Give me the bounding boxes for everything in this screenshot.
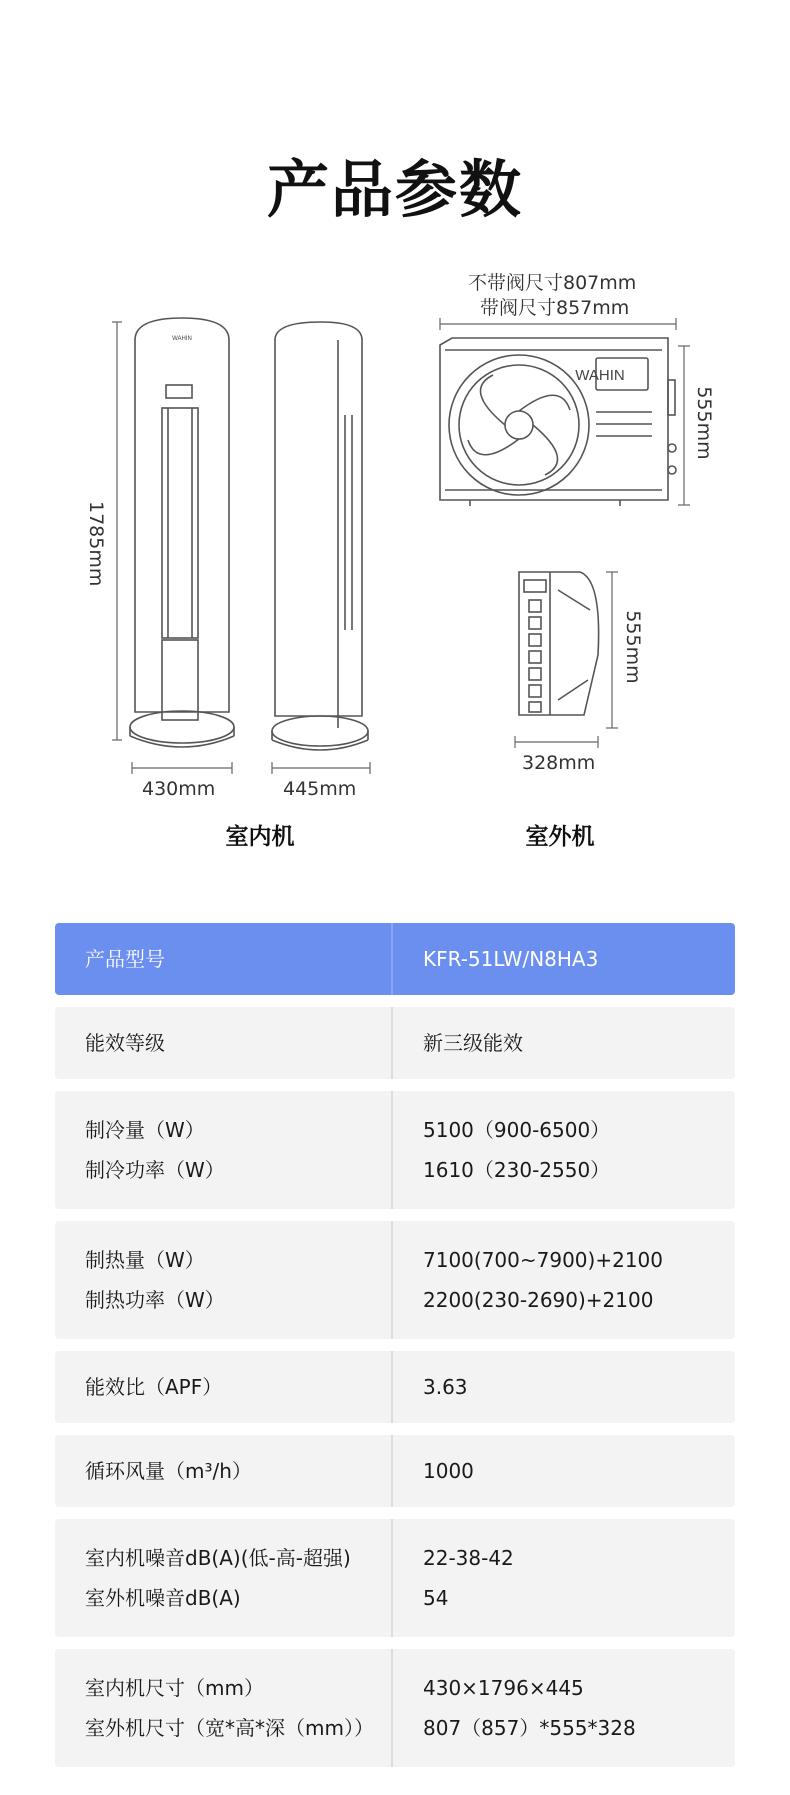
outdoor-unit-front-drawing <box>440 338 676 506</box>
spec-value-cell <box>393 1091 735 1209</box>
outdoor-width-no-valve-label: 不带阀尺寸807mm <box>468 272 637 294</box>
spec-value: 1000 <box>423 1459 474 1483</box>
spec-value-cell <box>393 1007 735 1079</box>
spec-label-cell <box>55 1351 393 1423</box>
spec-row-dimensions <box>55 1649 735 1767</box>
spec-label: 室内机噪音dB(A)(低-高-超强) <box>85 1546 351 1570</box>
spec-table <box>55 923 735 1779</box>
spec-value: 1610（230-2550） <box>423 1158 611 1182</box>
spec-value-cell <box>393 1221 735 1339</box>
spec-label-cell <box>55 1007 393 1079</box>
spec-label-cell <box>55 1221 393 1339</box>
indoor-width-label: 430mm <box>142 778 216 800</box>
indoor-unit-front-drawing <box>130 318 234 747</box>
spec-value: 22-38-42 <box>423 1546 514 1570</box>
spec-row-heating <box>55 1221 735 1339</box>
spec-label: 制冷量（W） <box>85 1118 205 1142</box>
spec-row-apf <box>55 1351 735 1423</box>
indoor-unit-side-drawing <box>272 322 368 750</box>
spec-header-label: 产品型号 <box>55 923 393 995</box>
indoor-caption: 室内机 <box>225 824 295 850</box>
spec-label: 制冷功率（W） <box>85 1158 225 1182</box>
spec-value: 新三级能效 <box>423 1031 523 1055</box>
spec-value-cell <box>393 1649 735 1767</box>
spec-value: 7100(700~7900)+2100 <box>423 1248 663 1272</box>
spec-label: 能效等级 <box>85 1031 165 1055</box>
indoor-brand-logo: WAHIN <box>172 336 192 342</box>
spec-value: 54 <box>423 1586 449 1610</box>
outdoor-depth-label: 328mm <box>522 752 596 774</box>
outdoor-caption: 室外机 <box>525 824 595 850</box>
spec-label-cell <box>55 1519 393 1637</box>
spec-header-row <box>55 923 735 995</box>
indoor-height-label: 1785mm <box>85 501 107 587</box>
spec-label-cell <box>55 1649 393 1767</box>
page-title: 产品参数 <box>266 153 523 226</box>
spec-header-value: KFR-51LW/N8HA3 <box>423 947 599 971</box>
spec-label: 室内机尺寸（mm） <box>85 1676 264 1700</box>
spec-value: 807（857）*555*328 <box>423 1716 636 1740</box>
spec-value: 5100（900-6500） <box>423 1118 611 1142</box>
outdoor-height-label-side: 555mm <box>622 610 644 684</box>
spec-row-noise <box>55 1519 735 1637</box>
spec-row-cooling <box>55 1091 735 1209</box>
spec-label-cell <box>55 1091 393 1209</box>
outdoor-brand-logo: WAHIN <box>575 367 625 384</box>
spec-label: 室外机尺寸（宽*高*深（mm）） <box>85 1716 374 1740</box>
spec-label-cell <box>55 1435 393 1507</box>
spec-value: 430×1796×445 <box>423 1676 584 1700</box>
spec-label: 能效比（APF） <box>85 1375 223 1399</box>
spec-value-cell <box>393 1435 735 1507</box>
spec-label: 室外机噪音dB(A) <box>85 1586 241 1610</box>
spec-row-airflow <box>55 1435 735 1507</box>
indoor-depth-label: 445mm <box>283 778 357 800</box>
spec-row-energy-grade <box>55 1007 735 1079</box>
spec-value: 2200(230-2690)+2100 <box>423 1288 654 1312</box>
spec-value: 3.63 <box>423 1375 468 1399</box>
spec-value-cell <box>393 1351 735 1423</box>
outdoor-height-label-front: 555mm <box>693 386 715 460</box>
outdoor-unit-side-drawing <box>519 572 599 715</box>
outdoor-width-with-valve-label: 带阀尺寸857mm <box>480 297 630 319</box>
spec-label: 循环风量（m³/h） <box>85 1459 252 1483</box>
spec-label: 制热功率（W） <box>85 1288 225 1312</box>
spec-label: 制热量（W） <box>85 1248 205 1272</box>
spec-value-cell <box>393 1519 735 1637</box>
